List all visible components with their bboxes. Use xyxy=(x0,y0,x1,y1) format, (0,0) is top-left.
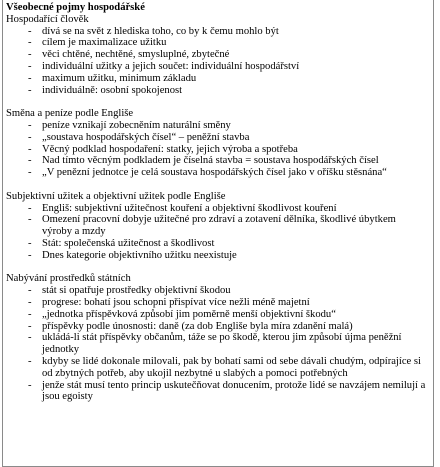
list-item xyxy=(6,26,433,38)
section-heading: Subjektivní užitek a objektivní užitek podle Engliše xyxy=(6,190,226,202)
list-item xyxy=(6,49,433,61)
list-item-text: „jednotka příspěvková způsobí jim poměrně menší objektivní škodu“ xyxy=(42,308,336,320)
list-item-text: Nad tímto věcným podkladem je číselná stavba = soustava hospodářských čísel xyxy=(42,155,379,167)
bullet-dash-icon: - xyxy=(28,167,32,179)
list-item-text: věci chtěné, nechtěné, smysluplné, zbytečné xyxy=(42,49,230,61)
list-item xyxy=(6,155,433,167)
list-item xyxy=(6,356,433,380)
list-item-text: progrese: bohatí jsou schopni přispívat více nežli méně majetní xyxy=(42,296,310,308)
bullet-list xyxy=(6,26,433,97)
list-item xyxy=(6,85,433,97)
bullet-dash-icon: - xyxy=(28,285,32,297)
bullet-dash-icon: - xyxy=(28,332,32,344)
bullet-dash-icon: - xyxy=(28,249,32,261)
list-item-text: dívá se na svět z hlediska toho, co by k čemu mohlo být xyxy=(42,25,279,37)
list-item xyxy=(6,309,433,321)
list-item-text: individuální užitky a jejich součet: individuální hospodářství xyxy=(42,60,300,72)
list-item-text: jenže stát musí tento princip uskutečňovat donucením, protože lidé se navzájem nemilují a jsou egoisty xyxy=(42,379,426,403)
bullet-dash-icon: - xyxy=(28,355,32,367)
bullet-dash-icon: - xyxy=(28,296,32,308)
bullet-dash-icon: - xyxy=(28,202,32,214)
bullet-dash-icon: - xyxy=(28,320,32,332)
bullet-dash-icon: - xyxy=(28,25,32,37)
bullet-dash-icon: - xyxy=(28,60,32,72)
list-item xyxy=(6,321,433,333)
list-item xyxy=(6,214,433,238)
section-heading: Hospodařící člověk xyxy=(6,13,89,25)
bullet-list xyxy=(6,285,433,403)
list-item xyxy=(6,144,433,156)
list-item xyxy=(6,203,433,215)
list-item-text: ukládá-li stát příspěvky občanům, táže se po škodě, kterou jim způsobí újma peněžní jednotky xyxy=(42,332,402,356)
list-item xyxy=(6,61,433,73)
bullet-dash-icon: - xyxy=(28,131,32,143)
list-item-text: „soustava hospodářských čísel“ – peněžní stavba xyxy=(42,131,250,143)
bullet-dash-icon: - xyxy=(28,72,32,84)
list-item xyxy=(6,73,433,85)
list-item xyxy=(6,297,433,309)
document-title: Všeobecné pojmy hospodářské xyxy=(6,2,145,13)
bullet-dash-icon: - xyxy=(28,237,32,249)
list-item-text: individuálně: osobní spokojenost xyxy=(42,84,183,96)
list-item xyxy=(6,238,433,250)
bullet-dash-icon: - xyxy=(28,49,32,61)
bullet-dash-icon: - xyxy=(28,214,32,226)
list-item-text: Věcný podklad hospodaření: statky, jejich výroba a spotřeba xyxy=(42,143,298,155)
list-item-text: stát si opatřuje prostředky objektivní škodou xyxy=(42,285,231,297)
list-item xyxy=(6,332,433,356)
list-item xyxy=(6,167,433,179)
list-item xyxy=(6,37,433,49)
document-body xyxy=(6,14,433,403)
bullet-dash-icon: - xyxy=(28,84,32,96)
section-heading: Nabývání prostředků státních xyxy=(6,273,131,285)
bullet-list xyxy=(6,120,433,179)
section-spacer xyxy=(6,179,433,191)
list-item xyxy=(6,132,433,144)
section-spacer xyxy=(6,96,433,108)
list-item xyxy=(6,250,433,262)
list-item-text: maximum užitku, minimum základu xyxy=(42,72,197,84)
section-heading: Směna a peníze podle Engliše xyxy=(6,108,134,120)
document-page xyxy=(2,0,434,467)
list-item-text: peníze vznikají zobecněním naturální směny xyxy=(42,119,231,131)
bullet-dash-icon: - xyxy=(28,155,32,167)
list-item-text: cílem je maximalizace užitku xyxy=(42,37,167,49)
bullet-dash-icon: - xyxy=(28,143,32,155)
list-item xyxy=(6,120,433,132)
list-item-text: „V penězní jednotce je celá soustava hospodářských čísel jako v oříšku stěsnána“ xyxy=(42,167,387,179)
list-item-text: příspěvky podle únosnosti: daně (za dob Engliše byla míra zdanění malá) xyxy=(42,320,353,332)
bullet-list xyxy=(6,203,433,262)
bullet-dash-icon: - xyxy=(28,37,32,49)
list-item xyxy=(6,380,433,404)
list-item-text: Stát: společenská užitečnost a škodlivost xyxy=(42,237,215,249)
list-item-text: Engliš: subjektivní užitečnost kouření a objektivní škodlivost kouření xyxy=(42,202,337,214)
list-item-text: kdyby se lidé dokonale milovali, pak by bohatí sami od sebe dávali chudým, odpírajíce si od zbytných potřeb, aby ukojil nezbytné u slabých a pomoci potřebných xyxy=(42,355,421,379)
bullet-dash-icon: - xyxy=(28,308,32,320)
list-item-text: Omezení pracovní dobyje užitečné pro zdraví a zotavení dělníka, škodlivé úbytkem výroby a mzdy xyxy=(42,214,396,238)
section-spacer xyxy=(6,262,433,274)
list-item-text: Dnes kategorie objektivního užitku neexistuje xyxy=(42,249,237,261)
bullet-dash-icon: - xyxy=(28,119,32,131)
list-item xyxy=(6,285,433,297)
bullet-dash-icon: - xyxy=(28,379,32,391)
